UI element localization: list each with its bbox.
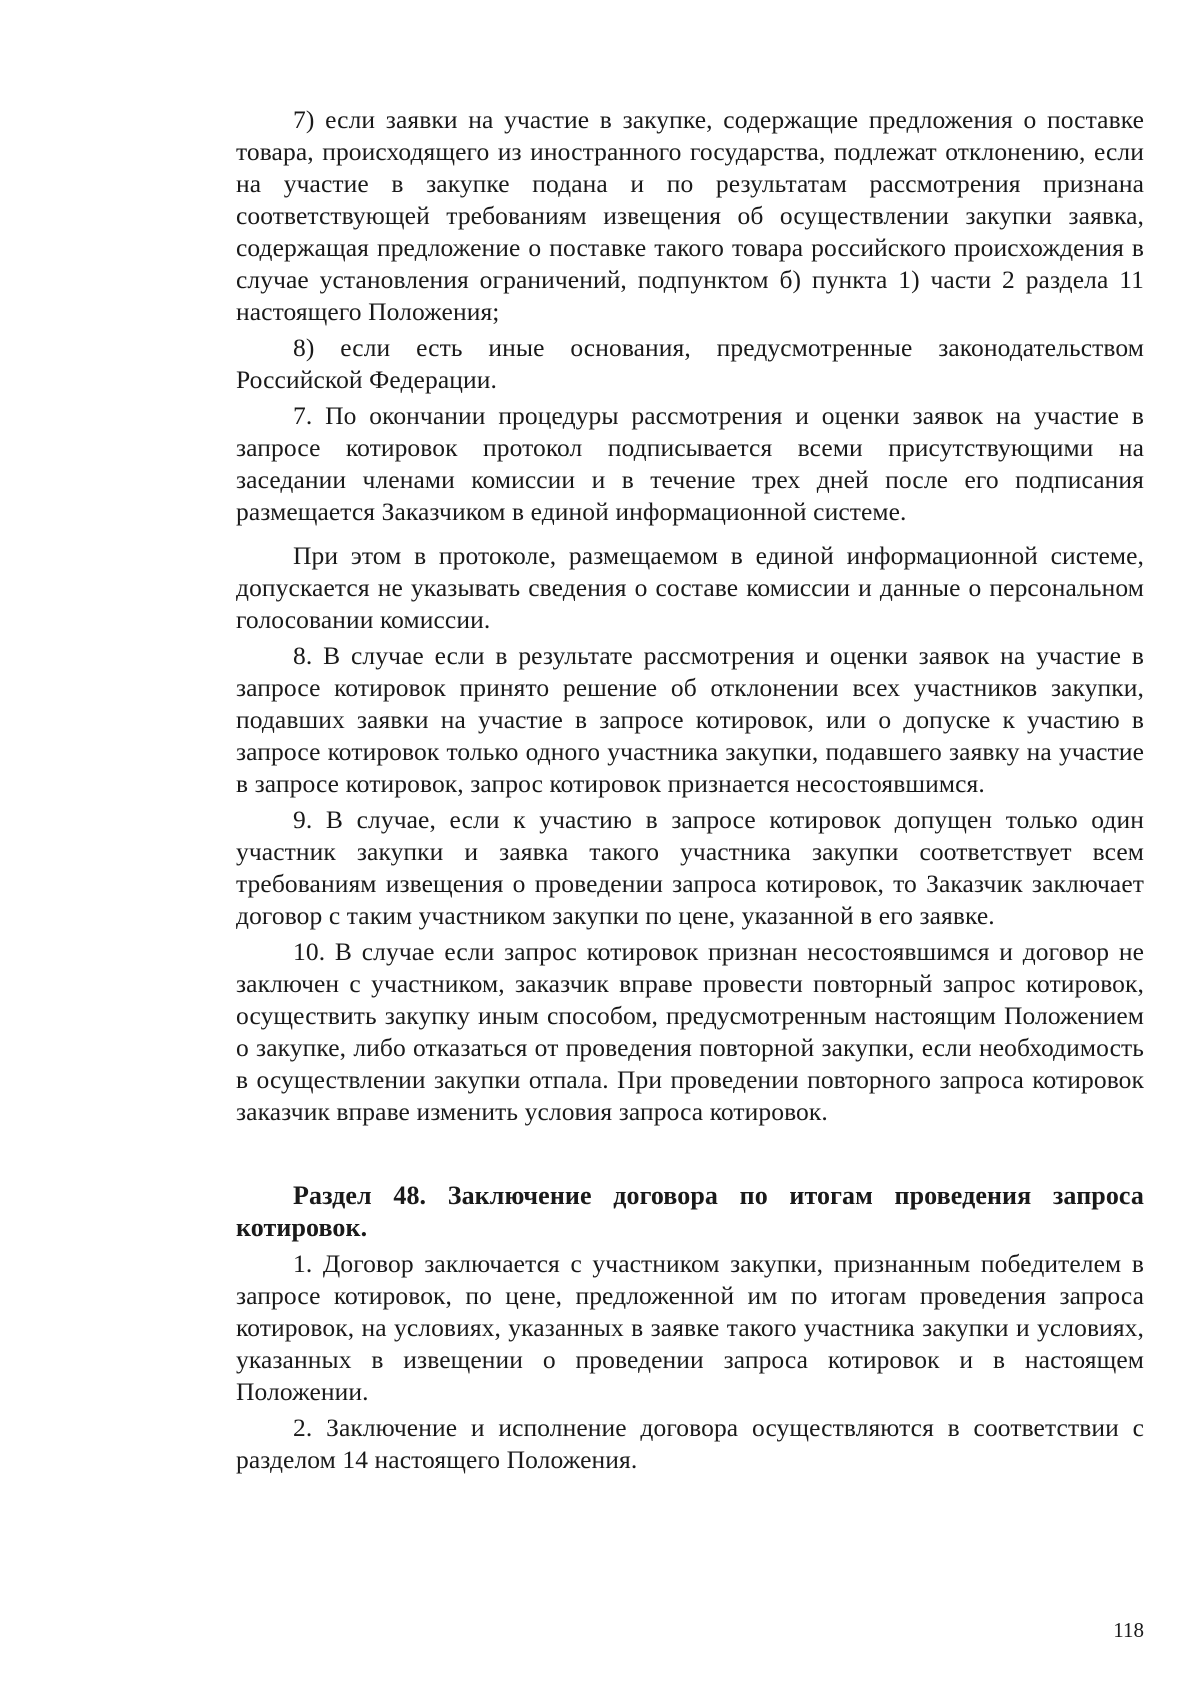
paragraph-clause-10: 10. В случае если запрос котировок признан несостоявшимся и договор не заключен с участником, заказчик вправе провести повторный запрос котировок, осуществить закупку иным способом, предусмотренным настоящим Положением о закупке, либо отказаться от проведения повторной закупки, если необходимость в осуществлении закупки отпала. При проведении повторного запроса котировок заказчик вправе изменить условия запроса котировок.	[236, 937, 1144, 1126]
section-heading: Раздел 48. Заключение договора по итогам проведения запроса котировок.	[236, 1181, 1144, 1242]
paragraph-section-clause-2: 2. Заключение и исполнение договора осуществляются в соответствии с разделом 14 настоящего Положения.	[236, 1413, 1144, 1474]
paragraph-section-clause-1: 1. Договор заключается с участником закупки, признанным победителем в запросе котировок, по цене, предложенной им по итогам проведения запроса котировок, на условиях, указанных в заявке такого участника закупки и условиях, указанных в извещении о проведении запроса котировок и в настоящем Положении.	[236, 1249, 1144, 1406]
paragraph-item-8: 8) если есть иные основания, предусмотренные законодательством Российской Федерации.	[236, 333, 1144, 394]
paragraph-clause-7: 7. По окончании процедуры рассмотрения и оценки заявок на участие в запросе котировок протокол подписывается всеми присутствующими на заседании членами комиссии и в течение трех дней после его подписания размещается Заказчиком в единой информационной системе.	[236, 401, 1144, 526]
paragraph-item-7: 7) если заявки на участие в закупке, содержащие предложения о поставке товара, происходящего из иностранного государства, подлежат отклонению, если на участие в закупке подана и по результатам рассмотрения признана соответствующей требованиям извещения об осуществлении закупки заявка, содержащая предложение о поставке такого товара российского происхождения в случае установления ограничений, подпунктом б) пункта 1) части 2 раздела 11 настоящего Положения;	[236, 105, 1144, 326]
page-number: 118	[1113, 1618, 1144, 1642]
paragraph-protocol-note: При этом в протоколе, размещаемом в единой информационной системе, допускается не указывать сведения о составе комиссии и данные о персональном голосовании комиссии.	[236, 541, 1144, 634]
paragraph-clause-8: 8. В случае если в результате рассмотрения и оценки заявок на участие в запросе котировок принято решение об отклонении всех участников закупки, подавших заявки на участие в запросе котировок, или о допуске к участию в запросе котировок только одного участника закупки, подавшего заявку на участие в запросе котировок, запрос котировок признается несостоявшимся.	[236, 641, 1144, 798]
document-body	[236, 104, 1144, 1480]
paragraph-clause-9: 9. В случае, если к участию в запросе котировок допущен только один участник закупки и заявка такого участника закупки соответствует всем требованиям извещения о проведении запроса котировок, то Заказчик заключает договор с таким участником закупки по цене, указанной в его заявке.	[236, 805, 1144, 930]
